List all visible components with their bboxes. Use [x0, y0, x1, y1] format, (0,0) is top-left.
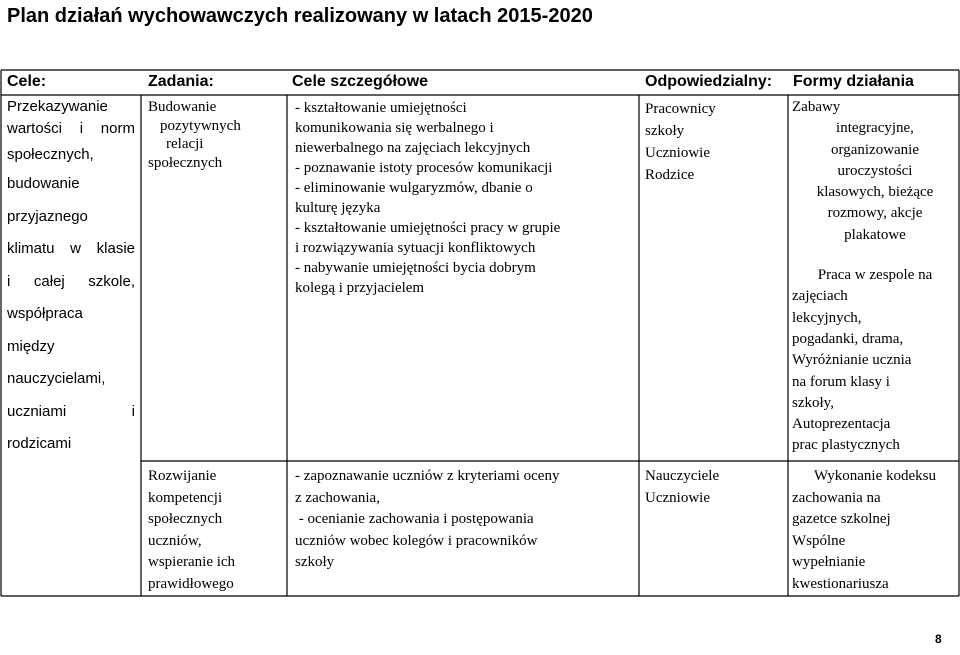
odpowiedzialny-line: szkoły [645, 123, 685, 139]
cele-word: w [70, 240, 81, 257]
formy-line: szkoły, [792, 394, 834, 411]
odpowiedzialny-cell-1 [645, 98, 716, 186]
cele-word: uczniami [7, 402, 67, 420]
cele-word: wartości [7, 120, 63, 137]
formy-line: lekcyjnych, [792, 309, 862, 326]
formy-line: Wspólne [792, 532, 846, 549]
odpowiedzialny-line: Rodzice [645, 167, 695, 183]
cele-szczegolowe-line: uczniów wobec kolegów i pracowników [295, 532, 538, 549]
page-number: 8 [935, 632, 942, 646]
formy-line: pogadanki, drama, [792, 330, 904, 347]
formy-line: zachowania na [792, 489, 881, 506]
cele-word: i [79, 120, 84, 137]
cele-szczegolowe-line: i rozwiązywania sytuacji konfliktowych [295, 240, 536, 256]
cele-szczegolowe-line: - poznawanie istoty procesów komunikacji [295, 160, 553, 176]
cele-cell [7, 97, 137, 461]
odpowiedzialny-line: Uczniowie [645, 145, 710, 161]
zadania-line: relacji [166, 136, 204, 152]
zadania-line: wspieranie ich [148, 554, 236, 570]
cele-szczegolowe-line: z zachowania, [295, 489, 380, 506]
formy-line: uroczystości [837, 162, 913, 179]
cele-szczegolowe-line: szkoły [295, 554, 335, 570]
header-cele-szczegolowe: Cele szczegółowe [292, 73, 429, 90]
cele-line [7, 266, 135, 299]
cele-line [7, 396, 135, 429]
page-title: Plan działań wychowawczych realizowany w latach 2015-2020 [7, 5, 593, 27]
cele-szczegolowe-line: komunikowania się werbalnego i [295, 120, 494, 136]
odpowiedzialny-line: Uczniowie [645, 489, 710, 506]
header-zadania: Zadania: [148, 73, 214, 90]
cele-szczegolowe-cell-1 [295, 98, 560, 298]
cele-szczegolowe-line: - nabywanie umiejętności bycia dobrym [295, 260, 536, 276]
formy-line: organizowanie [830, 141, 920, 158]
cele-szczegolowe-line: - zapoznawanie uczniów z kryteriami oceny [295, 468, 560, 484]
header-odpowiedzialny: Odpowiedzialny: [645, 73, 773, 90]
cele-line [7, 117, 135, 141]
formy-line: rozmowy, akcje [827, 205, 923, 222]
formy-line: na forum klasy i [792, 373, 890, 390]
formy-cell-1 [792, 97, 958, 457]
formy-line: Wykonanie kodeksu [814, 468, 936, 484]
cele-word: klimatu [7, 240, 55, 257]
header-formy: Formy działania [793, 73, 914, 90]
formy-line: zajęciach [792, 288, 848, 305]
cele-word: całej [33, 272, 65, 290]
cele-line: rodzicami [7, 435, 72, 452]
zadania-cell-1 [148, 98, 241, 172]
zadania-line: Rozwijanie [148, 468, 217, 484]
cele-word: szkole, [88, 272, 135, 290]
cele-line: Przekazywanie [7, 98, 108, 115]
formy-line: klasowych, bieżące [816, 184, 934, 201]
zadania-line: uczniów, [148, 532, 202, 549]
zadania-cell-2 [148, 466, 235, 595]
formy-line: Praca w zespole na [817, 267, 933, 284]
zadania-line: społecznych [148, 511, 223, 527]
cele-line: współpraca [7, 305, 83, 322]
cele-szczegolowe-line: - ocenianie zachowania i postępowania [295, 511, 534, 527]
formy-line: kwestionariusza [792, 575, 889, 592]
cele-szczegolowe-line: kolegą i przyjacielem [295, 280, 425, 296]
cele-word: i [131, 402, 135, 420]
odpowiedzialny-line: Nauczyciele [645, 468, 720, 484]
cele-szczegolowe-cell-2 [295, 466, 559, 574]
cele-line: między [7, 337, 55, 355]
formy-cell-2 [792, 466, 958, 595]
cele-word: norm [100, 120, 135, 137]
cele-szczegolowe-line: niewerbalnego na zajęciach lekcyjnych [295, 140, 531, 156]
cele-line: społecznych, [7, 146, 94, 163]
cele-line [7, 233, 135, 266]
cele-szczegolowe-line: kulturę języka [295, 200, 381, 216]
zadania-line: pozytywnych [160, 117, 241, 134]
cele-szczegolowe-line: - kształtowanie umiejętności pracy w grupie [295, 220, 561, 236]
cele-line: przyjaznego [7, 207, 88, 225]
formy-line: Autoprezentacja [792, 416, 891, 433]
zadania-line: społecznych [148, 154, 223, 171]
formy-line: integracyjne, [836, 120, 914, 137]
formy-line: prac plastycznych [792, 437, 900, 454]
formy-spacer [792, 246, 958, 265]
header-cele: Cele: [7, 73, 47, 90]
cele-szczegolowe-line: - kształtowanie umiejętności [295, 100, 467, 116]
formy-line: wypełnianie [792, 554, 866, 570]
cele-line: nauczycielami, [7, 370, 106, 387]
zadania-line: kompetencji [148, 489, 223, 506]
zadania-line: Budowanie [148, 99, 217, 115]
formy-line: gazetce szkolnej [792, 511, 891, 527]
cele-word: klasie [96, 240, 135, 257]
cele-szczegolowe-line: - eliminowanie wulgaryzmów, dbanie o [295, 180, 533, 196]
cele-line: budowanie [7, 175, 80, 192]
odpowiedzialny-line: Pracownicy [645, 101, 716, 117]
formy-line: Zabawy [792, 99, 841, 115]
cele-word: i [7, 272, 11, 290]
formy-line: plakatowe [844, 226, 906, 243]
formy-line: Wyróżnianie ucznia [792, 352, 912, 369]
odpowiedzialny-cell-2 [645, 466, 719, 509]
zadania-line: prawidłowego [148, 575, 234, 592]
